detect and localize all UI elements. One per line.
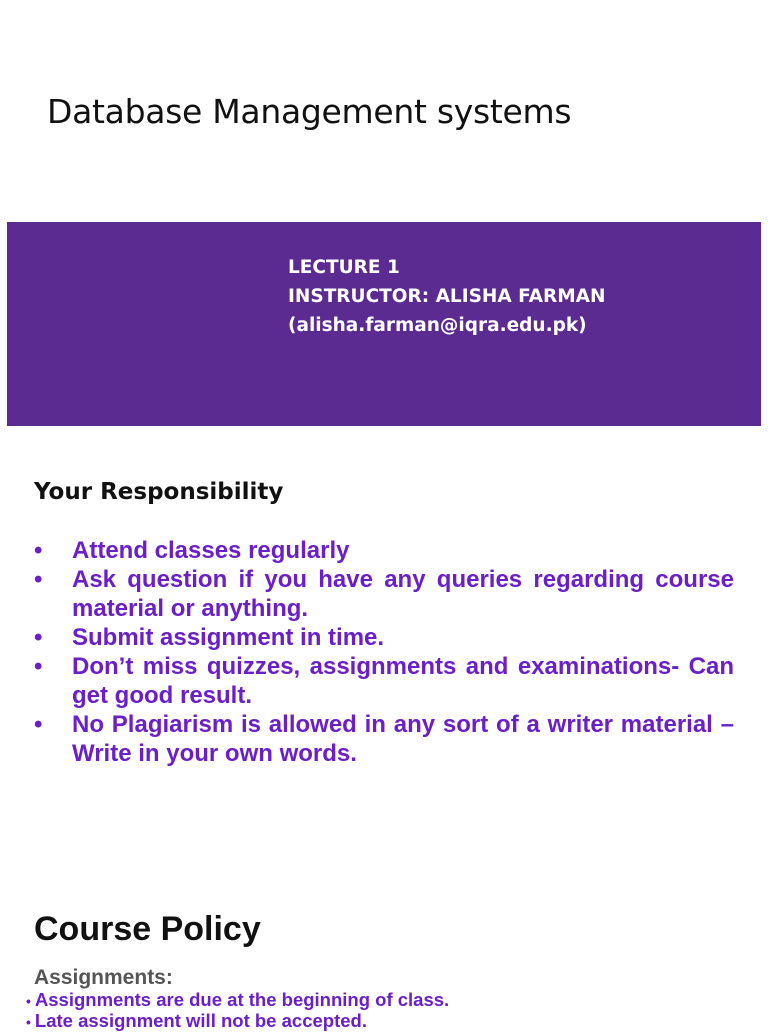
list-item-text: Attend classes regularly [72,537,350,564]
list-item [34,536,734,565]
lecture-banner [7,222,761,426]
list-item-text: Ask question if you have any queries regarding course material or anything. [72,566,734,622]
bullet-icon: • [34,566,43,593]
list-item-text: Submit assignment in time. [72,624,385,651]
page-title: Database Management systems [47,92,572,131]
list-item-text: No Plagiarism is allowed in any sort of a writer material – Write in your own words. [72,711,734,767]
list-item [34,652,734,710]
responsibility-list [34,536,734,768]
list-item [34,710,734,768]
list-item-text: Don’t miss quizzes, assignments and examinations- Can get good result. [72,653,734,709]
course-policy-heading: Course Policy [34,910,261,948]
bullet-icon: • [34,711,43,738]
bullet-icon: • [34,653,43,680]
list-item-text: Late assignment will not be accepted. [34,1010,367,1031]
bullet-icon: • [34,624,43,651]
instructor-name: INSTRUCTOR: ALISHA FARMAN [288,286,606,307]
list-item [26,1011,449,1032]
bullet-icon: • [26,993,31,1009]
lecture-number: LECTURE 1 [288,257,400,278]
assignments-subheading: Assignments: [34,966,173,989]
list-item-text: Assignments are due at the beginning of class. [34,989,450,1010]
instructor-email: (alisha.farman@iqra.edu.pk) [288,315,587,336]
policy-list [26,990,449,1032]
list-item [34,565,734,623]
list-item [34,623,734,652]
banner-text [288,253,605,340]
bullet-icon: • [26,1014,31,1030]
responsibility-heading: Your Responsibility [34,479,284,505]
bullet-icon: • [34,537,43,564]
list-item [26,990,449,1011]
